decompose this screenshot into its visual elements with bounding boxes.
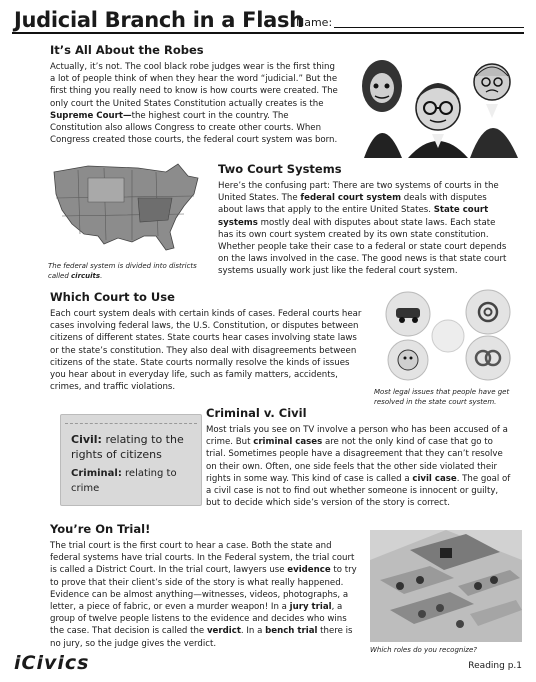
- courtroom-illustration: [370, 530, 522, 642]
- heading-on-trial: You’re On Trial!: [50, 522, 151, 536]
- us-map: [48, 158, 208, 258]
- paragraph-robes: Actually, it’s not. The cool black robe judges wear is the first thing a lot of people think of when they hear the word “judicial.” But the first thing you really need to know is how courts were created. The only court the United States Constitution actually creates is the Supreme Court—the highest court in the country. The Constitution also allows Congress to create other courts. When Congress created those courts, the federal court system was born.: [50, 62, 338, 146]
- page-number: Reading p.1: [468, 661, 522, 671]
- name-label: Name:: [296, 16, 333, 29]
- heading-robes: It’s All About the Robes: [50, 43, 204, 57]
- note-criminal: Criminal: relating to crime: [71, 468, 177, 494]
- icivics-logo: iCivics: [14, 652, 90, 674]
- judges-illustration: [352, 38, 524, 158]
- courtroom-caption: Which roles do you recognize?: [370, 646, 477, 654]
- name-line: [334, 27, 524, 28]
- paragraph-two-systems: Here’s the confusing part: There are two systems of courts in the United States. The federal court system deals with disputes about laws that apply to the entire United States. State court systems mostly deal with disputes about state laws. Each state has its own court system created by its own state constitution. Whether people take their case to a federal or state court depends on the laws involved in the case. The good news is that state court systems usually work just like the federal court system.: [218, 181, 507, 277]
- definitions-note-card: [60, 414, 202, 506]
- map-caption: The federal system is divided into districts called circuits.: [48, 262, 197, 280]
- heading-two-systems: Two Court Systems: [218, 162, 342, 176]
- legal-issue-bubbles: [378, 286, 518, 384]
- page-title: Judicial Branch in a Flash: [14, 8, 304, 32]
- paragraph-criminal-civil: Most trials you see on TV involve a person who has been accused of a crime. But criminal cases are not the only kind of case that go to trial. Sometimes people have a disagreement that they can’t resolve on their own. Often, one side feels that the other side violated their rights in some way. This kind of case is called a civil case. The goal of a civil case is not to find out whether someone is innocent or guilty, but to decide which side’s version of the story is correct.: [206, 425, 511, 509]
- heading-which-court: Which Court to Use: [50, 290, 175, 304]
- title-rule: [12, 32, 524, 34]
- note-binding: [65, 415, 197, 424]
- heading-criminal-civil: Criminal v. Civil: [206, 406, 307, 420]
- paragraph-on-trial: The trial court is the first court to hear a case. Both the state and federal systems have trial courts. In the Federal system, the trial court is called a District Court. In the trial court, lawyers use evidence to try to prove that their client’s side of the story is what really happened. Evidence can be almost anything—witnesses, videos, photographs, a letter, a piece of fabric, or even a murder weapon! In a jury trial, a group of twelve people listens to the evidence and decides who wins the case. That decision is called the verdict. In a bench trial there is no jury, so the judge gives the verdict.: [50, 541, 357, 649]
- bubbles-caption: Most legal issues that people have get resolved in the state court system.: [374, 388, 510, 406]
- note-civil: Civil: relating to the rights of citizens: [71, 433, 184, 461]
- paragraph-which-court: Each court system deals with certain kinds of cases. Federal courts hear cases involving federal laws, the U.S. Constitution, or disputes between citizens of different states. State courts hear cases involving state laws or the state’s constitution. They also deal with disagreements between citizens of the state. State courts normally resolve the kinds of issues you hear about in everyday life, such as family matters, accidents, crimes, and traffic violations.: [50, 309, 362, 393]
